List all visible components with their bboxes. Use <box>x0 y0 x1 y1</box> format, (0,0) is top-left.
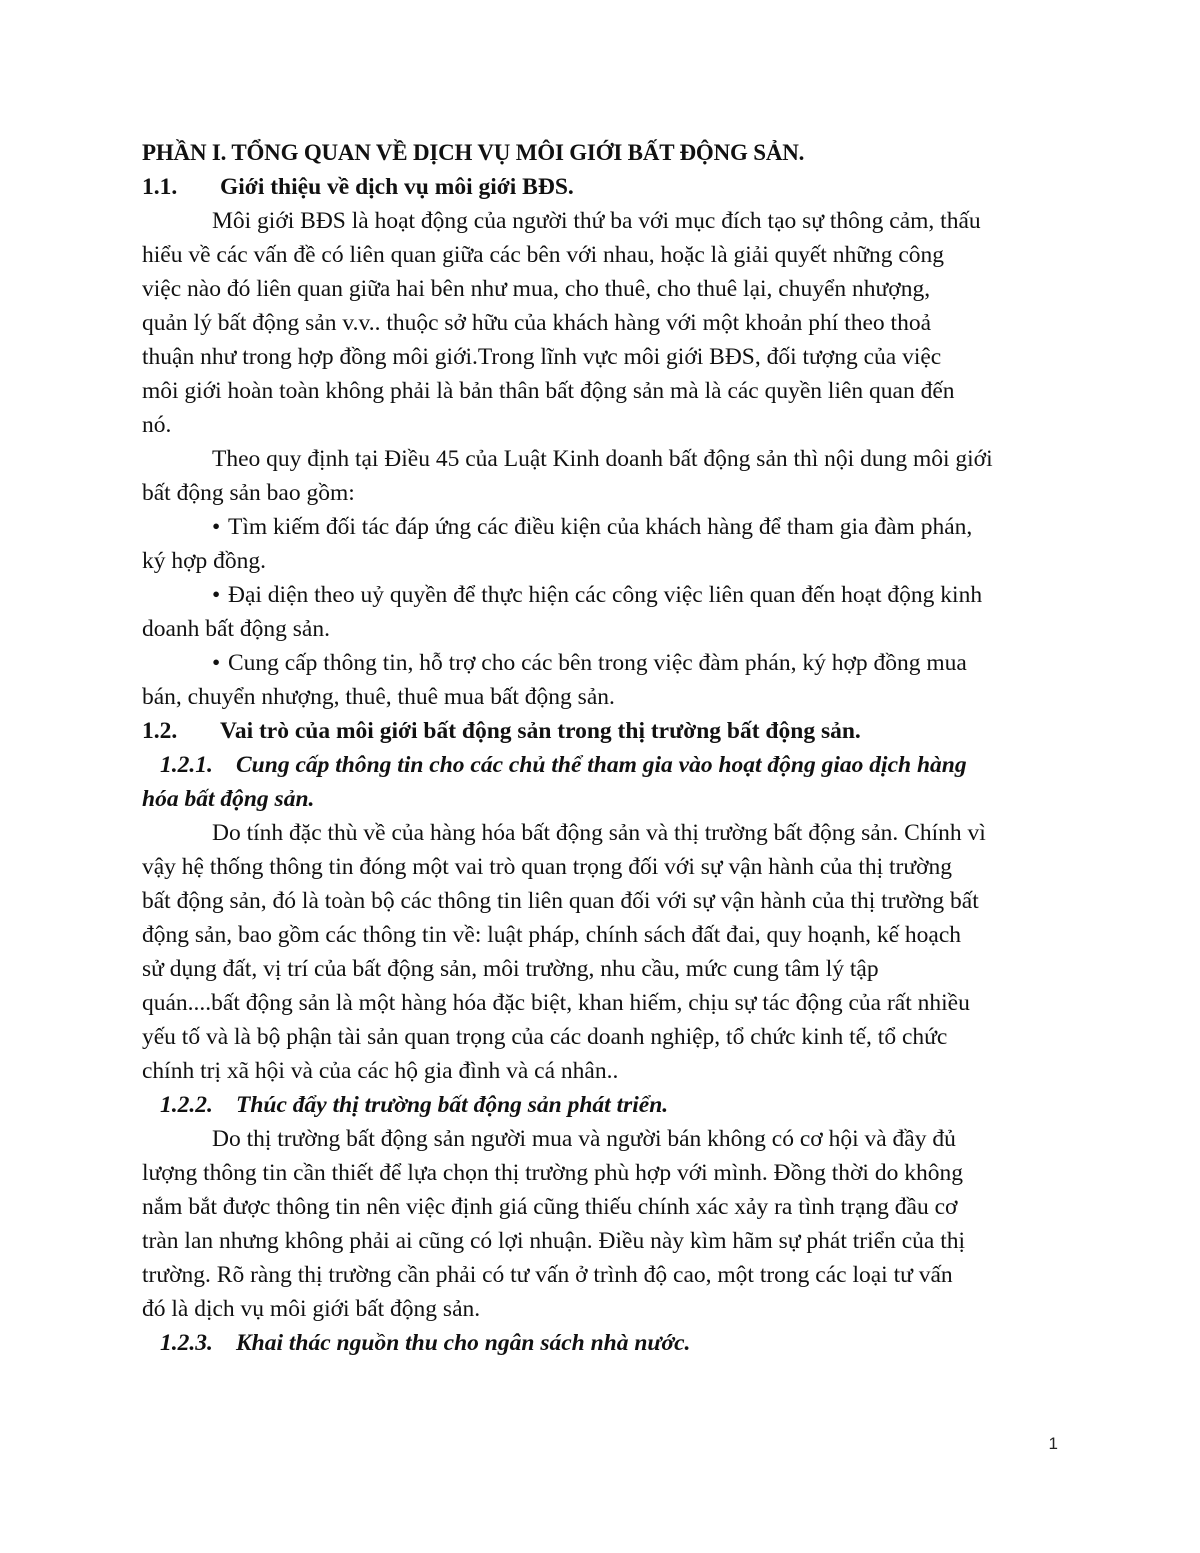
list-item <box>142 578 1062 646</box>
paragraph-line: trường. Rõ ràng thị trường cần phải có tư vấn ở trình độ cao, một trong các loại tư vấn <box>142 1262 953 1288</box>
subsection-heading-1-2-2 <box>142 1088 1062 1122</box>
list-item-text: bán, chuyển nhượng, thuê, thuê mua bất động sản. <box>142 684 615 710</box>
paragraph-line: việc nào đó liên quan giữa hai bên như mua, cho thuê, cho thuê lại, chuyển nhượng, <box>142 276 931 302</box>
paragraph-line: bất động sản bao gồm: <box>142 480 355 506</box>
subsection-heading-1-2-1 <box>142 748 1062 816</box>
list-item <box>142 510 1062 578</box>
bullet-icon: • <box>212 514 221 540</box>
paragraph-line: chính trị xã hội và của các hộ gia đình và cá nhân.. <box>142 1058 619 1084</box>
section-number: 1.1. <box>142 174 178 200</box>
paragraph-line: động sản, bao gồm các thông tin về: luật pháp, chính sách đất đai, quy hoạnh, kế hoạch <box>142 922 962 948</box>
paragraph-line: Do thị trường bất động sản người mua và người bán không có cơ hội và đầy đủ <box>212 1126 956 1152</box>
page-number: 1 <box>1048 1434 1058 1453</box>
document-page <box>142 136 1062 1360</box>
paragraph-line: nắm bắt được thông tin nên việc định giá cũng thiếu chính xác xảy ra tình trạng đầu cơ <box>142 1194 958 1220</box>
subsection-number: 1.2.2. <box>160 1092 213 1118</box>
paragraph-line: sử dụng đất, vị trí của bất động sản, môi trường, nhu cầu, mức cung tâm lý tập <box>142 956 879 982</box>
paragraph-line: quán....bất động sản là một hàng hóa đặc biệt, khan hiếm, chịu sự tác động của rất nhiều <box>142 990 970 1016</box>
section-heading-1-1 <box>142 170 1062 204</box>
subsection-title: Thúc đẩy thị trường bất động sản phát triển. <box>236 1092 669 1118</box>
paragraph-line: Theo quy định tại Điều 45 của Luật Kinh doanh bất động sản thì nội dung môi giới <box>212 446 993 472</box>
paragraph-line: vậy hệ thống thông tin đóng một vai trò quan trọng đối với sự vận hành của thị trường <box>142 854 953 880</box>
paragraph-line: yếu tố và là bộ phận tài sản quan trọng của các doanh nghiệp, tổ chức kinh tế, tổ chức <box>142 1024 948 1050</box>
list-item-text: Cung cấp thông tin, hỗ trợ cho các bên trong việc đàm phán, ký hợp đồng mua <box>228 650 967 676</box>
section-number: 1.2. <box>142 718 178 744</box>
paragraph-line: hiểu về các vấn đề có liên quan giữa các bên với nhau, hoặc là giải quyết những công <box>142 242 945 268</box>
subsection-title: hóa bất động sản. <box>142 786 315 812</box>
list-item-text: Tìm kiếm đối tác đáp ứng các điều kiện của khách hàng để tham gia đàm phán, <box>228 514 973 540</box>
bullet-icon: • <box>212 582 221 608</box>
paragraph-4 <box>142 1122 1062 1326</box>
subsection-number: 1.2.1. <box>160 752 213 778</box>
page-title: PHẦN I. TỔNG QUAN VỀ DỊCH VỤ MÔI GIỚI BẤT ĐỘNG SẢN. <box>142 140 805 165</box>
paragraph-line: đó là dịch vụ môi giới bất động sản. <box>142 1296 481 1322</box>
paragraph-line: lượng thông tin cần thiết để lựa chọn thị trường phù hợp với mình. Đồng thời do không <box>142 1160 963 1186</box>
list-item-text: ký hợp đồng. <box>142 548 267 574</box>
paragraph-line: môi giới hoàn toàn không phải là bản thân bất động sản mà là các quyền liên quan đến <box>142 378 955 404</box>
paragraph-2 <box>142 442 1062 510</box>
paragraph-line: tràn lan nhưng không phải ai cũng có lợi nhuận. Điều này kìm hãm sự phát triển của thị <box>142 1228 966 1254</box>
paragraph-line: Môi giới BĐS là hoạt động của người thứ ba với mục đích tạo sự thông cảm, thấu <box>212 208 981 234</box>
list-item <box>142 646 1062 714</box>
bullet-list <box>142 510 1062 714</box>
paragraph-line: quản lý bất động sản v.v.. thuộc sở hữu của khách hàng với một khoản phí theo thoả <box>142 310 932 336</box>
subsection-title: Cung cấp thông tin cho các chủ thể tham gia vào hoạt động giao dịch hàng <box>236 752 967 778</box>
section-title: Giới thiệu về dịch vụ môi giới BĐS. <box>220 174 574 200</box>
subsection-number: 1.2.3. <box>160 1330 213 1356</box>
section-title: Vai trò của môi giới bất động sản trong thị trường bất động sản. <box>220 718 861 744</box>
subsection-heading-1-2-3 <box>142 1326 1062 1360</box>
paragraph-3 <box>142 816 1062 1088</box>
paragraph-line: Do tính đặc thù về của hàng hóa bất động sản và thị trường bất động sản. Chính vì <box>212 820 986 846</box>
paragraph-line: nó. <box>142 412 172 438</box>
subsection-title: Khai thác nguồn thu cho ngân sách nhà nước. <box>236 1330 691 1356</box>
section-heading-1-2 <box>142 714 1062 748</box>
paragraph-1 <box>142 204 1062 442</box>
list-item-text: Đại diện theo uỷ quyền để thực hiện các công việc liên quan đến hoạt động kinh <box>228 582 983 608</box>
paragraph-line: thuận như trong hợp đồng môi giới.Trong lĩnh vực môi giới BĐS, đối tượng của việc <box>142 344 942 370</box>
bullet-icon: • <box>212 650 221 676</box>
paragraph-line: bất động sản, đó là toàn bộ các thông tin liên quan đối với sự vận hành của thị trường bất <box>142 888 979 914</box>
list-item-text: doanh bất động sản. <box>142 616 330 642</box>
